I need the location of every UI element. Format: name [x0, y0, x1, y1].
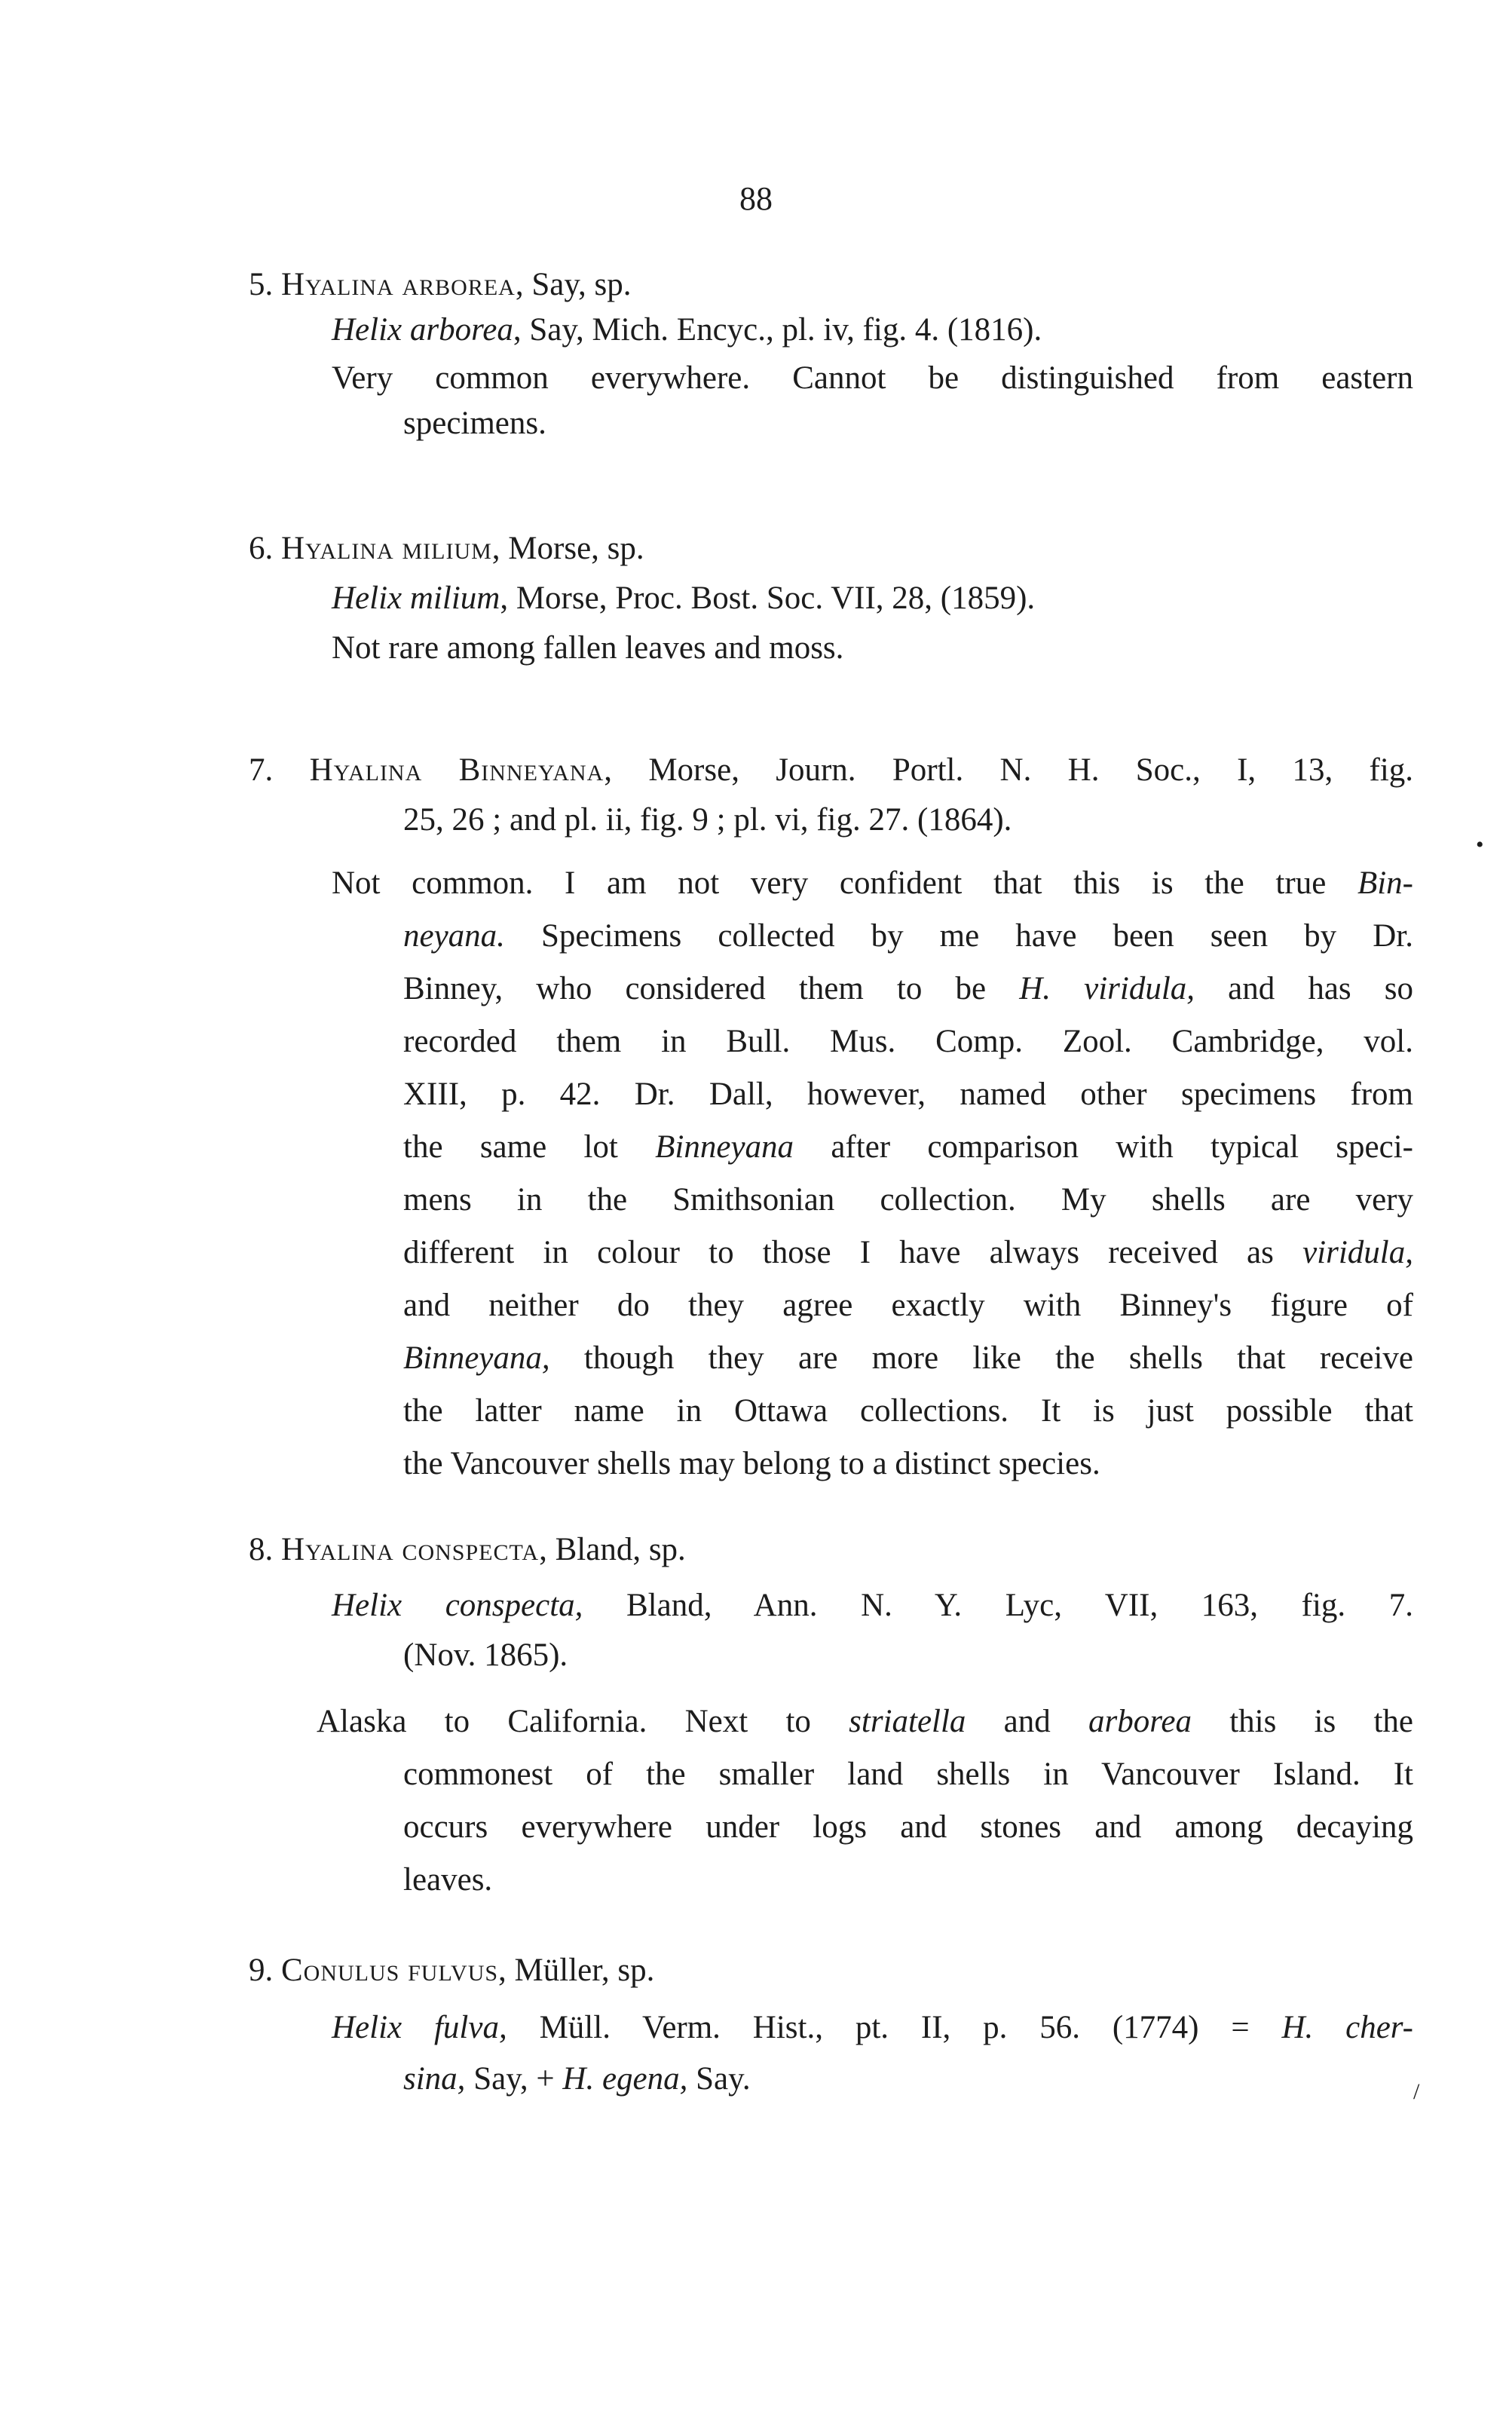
entry-6-note-line: Not rare among fallen leaves and moss. [332, 630, 844, 666]
entry-7-note-line: and neither do they agree exactly with Binney's figure of [403, 1288, 1413, 1323]
entry-7-heading [249, 748, 1413, 793]
heading-tail: , Say, sp. [515, 267, 632, 302]
entry-9-heading [249, 1948, 654, 1993]
entry-8-citation-cont: (Nov. 1865). [403, 1637, 568, 1673]
entry-5-note-line: Very common everywhere. Cannot be distinguished from eastern [332, 360, 1413, 396]
citation-ref: , Morse, Proc. Bost. Soc. VII, 28, (1859). [500, 580, 1036, 616]
entry-number: 5. [249, 267, 274, 302]
heading-tail: , Morse, Journ. Portl. N. H. Soc., I, 13, fig. [604, 752, 1414, 788]
entry-7-note-line: neyana. Specimens collected by me have been seen by Dr. [403, 918, 1413, 954]
genus-name: Hyalina [281, 1532, 394, 1567]
heading-tail: , Bland, sp. [539, 1532, 686, 1567]
stray-tick-mark: / [1413, 2079, 1420, 2104]
entry-number: 9. [249, 1953, 274, 1988]
heading-tail: , Morse, sp. [491, 531, 644, 566]
entry-9-citation: Helix fulva, Müll. Verm. Hist., pt. II, p. 56. (1774) = H. cher- [332, 2010, 1413, 2045]
entry-7-note-line: XIII, p. 42. Dr. Dall, however, named other specimens from [403, 1077, 1413, 1112]
page-number: 88 [739, 180, 773, 217]
entry-7-note-line: the latter name in Ottawa collections. It is just possible that [403, 1393, 1413, 1429]
entry-7-note-line: different in colour to those I have always received as viridula, [403, 1235, 1413, 1270]
entry-5-heading [249, 262, 632, 308]
species-name: arborea [402, 267, 516, 302]
entry-7-heading-cont: 25, 26 ; and pl. ii, fig. 9 ; pl. vi, fig. 27. (1864). [403, 802, 1012, 838]
stray-dot-mark: • [1476, 832, 1484, 857]
entry-7-note-line: Binneyana, though they are more like the shells that receive [403, 1340, 1413, 1376]
entry-7-note-line: the Vancouver shells may belong to a distinct species. [403, 1446, 1100, 1481]
citation-taxon: Helix conspecta, [332, 1588, 583, 1623]
genus-name: Hyalina [309, 752, 423, 788]
entry-9-citation-cont: sina, Say, + H. egena, Say. [403, 2061, 751, 2097]
entry-7-note-line: mens in the Smithsonian collection. My shells are very [403, 1182, 1413, 1218]
citation-ref: Bland, Ann. N. Y. Lyc, VII, 163, fig. 7. [583, 1588, 1413, 1623]
species-name: conspecta [402, 1532, 540, 1567]
entry-6-heading [249, 526, 644, 571]
entry-number: 8. [249, 1532, 274, 1567]
entry-8-note-line: commonest of the smaller land shells in Vancouver Island. It [403, 1757, 1413, 1792]
citation-taxon: Helix arborea [332, 312, 513, 348]
entry-7-note-line: the same lot Binneyana after comparison with typical speci- [403, 1129, 1413, 1165]
entry-number: 6. [249, 531, 274, 566]
entry-8-note-line: occurs everywhere under logs and stones and among decaying [403, 1809, 1413, 1845]
species-name: fulvus [408, 1953, 499, 1988]
genus-name: Hyalina [281, 267, 394, 302]
citation-ref: , Say, Mich. Encyc., pl. iv, fig. 4. (1816). [513, 312, 1042, 348]
entry-5-note-line: specimens. [403, 406, 546, 441]
citation-taxon: Helix milium [332, 580, 500, 616]
species-name: Binneyana [458, 752, 604, 788]
entry-7-note-line: Binney, who considered them to be H. viridula, and has so [403, 971, 1413, 1006]
entry-5-citation [332, 308, 1042, 353]
entry-8-note-line: leaves. [403, 1862, 493, 1898]
entry-6-citation [332, 576, 1035, 621]
entry-number: 7. [249, 752, 274, 788]
genus-name: Hyalina [281, 531, 394, 566]
species-name: milium [402, 531, 492, 566]
entry-8-note-line: Alaska to California. Next to striatella and arborea this is the [317, 1704, 1414, 1739]
entry-8-citation [332, 1583, 1413, 1628]
genus-name: Conulus [281, 1953, 400, 1988]
entry-7-note-line: recorded them in Bull. Mus. Comp. Zool. Cambridge, vol. [403, 1024, 1413, 1059]
heading-tail: , Müller, sp. [498, 1953, 655, 1988]
entry-8-heading [249, 1527, 686, 1573]
entry-7-note-line: Not common. I am not very confident that this is the true Bin- [332, 865, 1413, 901]
